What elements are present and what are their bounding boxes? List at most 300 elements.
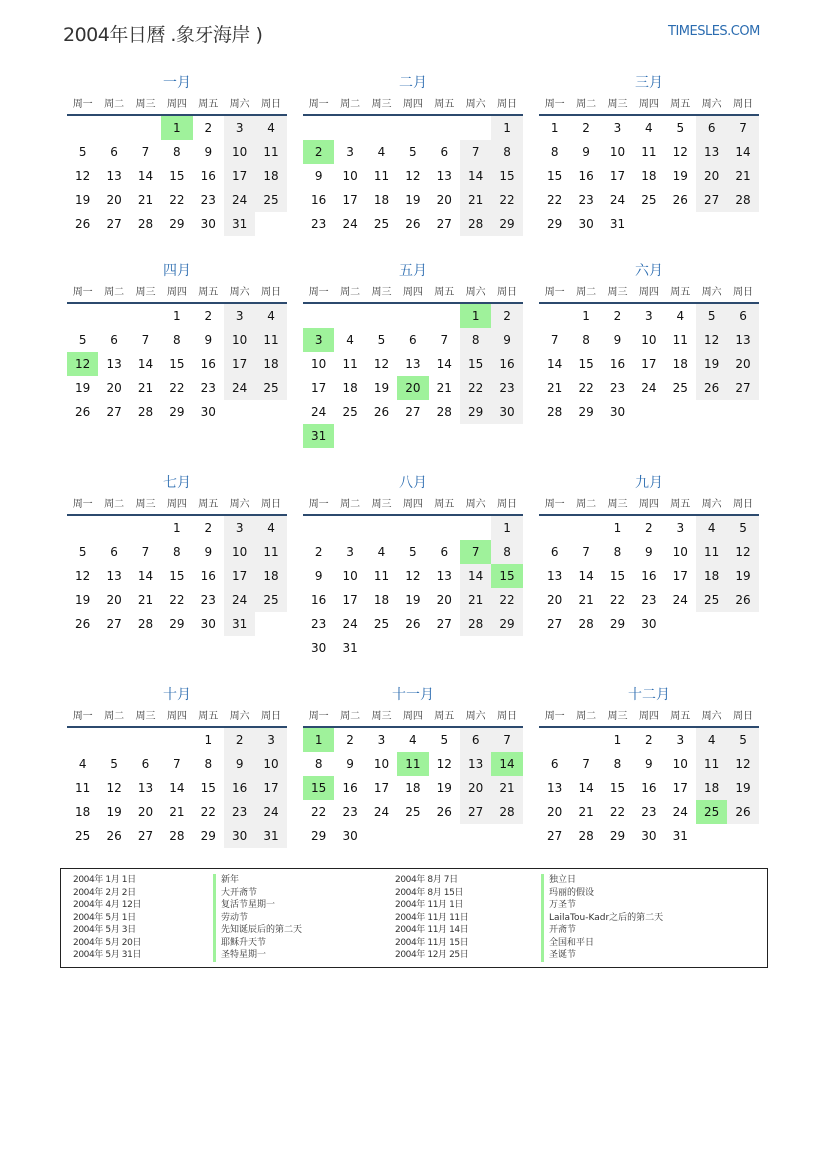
day-cell: 1 <box>613 521 622 535</box>
day-cell: 17 <box>342 593 358 607</box>
legend-holiday-name: 大开斋节 <box>213 887 257 900</box>
day-cell: 24 <box>342 217 358 231</box>
day-cell: 7 <box>141 333 150 347</box>
day-cell: 23 <box>641 593 657 607</box>
day-cell: 25 <box>641 193 657 207</box>
day-cell: 23 <box>200 593 216 607</box>
day-cell: 13 <box>727 328 758 352</box>
day-cell: 21 <box>727 164 758 188</box>
month-title: 一月 <box>163 75 191 91</box>
day-cell: 6 <box>696 116 727 140</box>
weekday-header <box>67 94 287 116</box>
day-cell: 26 <box>436 805 452 819</box>
day-cell: 18 <box>373 593 390 607</box>
legend-date: 2004年 2月 2日 <box>73 887 136 898</box>
day-cell: 12 <box>75 169 91 183</box>
weekday-header <box>539 94 759 116</box>
day-cell: 15 <box>609 569 626 583</box>
day-cell: 19 <box>696 352 727 376</box>
weekday-label: 周一 <box>72 287 93 298</box>
day-cell: 26 <box>106 829 122 843</box>
day-cell: 4 <box>696 516 727 540</box>
legend-holiday-name: 全国和平日 <box>541 937 594 950</box>
weekday-label: 周六 <box>701 499 722 510</box>
day-cell: 15 <box>169 357 185 371</box>
day-cell: 10 <box>641 333 657 347</box>
day-cell: 13 <box>436 569 452 583</box>
day-cell: 31 <box>342 641 358 655</box>
day-cell: 11 <box>373 169 390 183</box>
empty-cell <box>366 516 397 540</box>
day-cell: 25 <box>373 217 390 231</box>
day-cell: 16 <box>641 781 657 795</box>
day-cell: 16 <box>342 781 358 795</box>
weekday-label: 周四 <box>638 499 659 510</box>
weekday-label: 周一 <box>308 99 329 110</box>
day-cell: 9 <box>613 333 622 347</box>
day-cell: 13 <box>106 357 122 371</box>
day-cell: 7 <box>491 728 522 752</box>
day-cell: 21 <box>460 588 491 612</box>
month-title: 九月 <box>635 475 663 491</box>
holiday-day-cell: 25 <box>696 800 727 824</box>
month-title: 十月 <box>163 687 191 703</box>
holiday-legend <box>60 868 768 968</box>
month-calendar <box>67 260 287 424</box>
month-title: 十一月 <box>392 687 434 703</box>
day-cell: 1 <box>582 309 590 323</box>
weekday-header <box>303 94 523 116</box>
day-cell: 14 <box>137 169 154 183</box>
day-cell: 16 <box>641 569 657 583</box>
day-grid <box>303 116 523 236</box>
day-grid <box>303 516 523 660</box>
day-cell: 20 <box>436 593 452 607</box>
legend-date: 2004年 11月 14日 <box>395 925 469 935</box>
day-cell: 21 <box>578 593 594 607</box>
weekday-header <box>539 282 759 304</box>
day-cell: 1 <box>204 733 213 747</box>
day-cell: 15 <box>609 781 626 795</box>
weekday-header <box>303 494 523 516</box>
weekday-label: 周六 <box>465 99 486 110</box>
day-cell: 22 <box>200 805 216 819</box>
empty-cell <box>98 728 129 752</box>
weekday-label: 周五 <box>434 499 455 510</box>
day-cell: 22 <box>460 376 491 400</box>
weekday-label: 周五 <box>198 711 219 722</box>
day-cell: 22 <box>491 188 522 212</box>
day-cell: 18 <box>255 564 286 588</box>
weekday-label: 周二 <box>340 287 361 298</box>
month-title: 八月 <box>399 475 427 491</box>
day-cell: 9 <box>645 545 653 559</box>
day-cell: 27 <box>137 829 154 843</box>
day-cell: 2 <box>645 521 653 535</box>
day-cell: 5 <box>727 728 758 752</box>
day-cell: 1 <box>550 121 559 135</box>
empty-cell <box>334 116 365 140</box>
day-cell: 19 <box>106 805 122 819</box>
day-cell: 27 <box>106 617 122 631</box>
day-cell: 24 <box>255 800 286 824</box>
day-cell: 6 <box>727 304 758 328</box>
legend-holiday-name: 圣特星期一 <box>213 949 266 962</box>
weekday-label: 周六 <box>229 99 250 110</box>
day-cell: 24 <box>224 376 255 400</box>
weekday-header <box>67 282 287 304</box>
month-calendar <box>539 72 759 236</box>
day-cell: 30 <box>578 217 594 231</box>
weekday-label: 周六 <box>229 711 250 722</box>
day-cell: 18 <box>405 781 421 795</box>
day-cell: 2 <box>613 309 622 323</box>
day-cell: 26 <box>405 617 421 631</box>
month-calendar <box>67 472 287 636</box>
weekday-label: 周四 <box>638 99 659 110</box>
day-cell: 19 <box>436 781 452 795</box>
day-cell: 12 <box>75 569 91 583</box>
holiday-day-cell: 12 <box>67 352 98 376</box>
month-calendar <box>67 684 287 848</box>
day-cell: 3 <box>346 145 354 159</box>
weekday-label: 周三 <box>607 711 628 722</box>
weekday-label: 周二 <box>340 711 361 722</box>
day-cell: 24 <box>224 588 255 612</box>
day-cell: 29 <box>169 217 185 231</box>
day-cell: 6 <box>550 545 559 559</box>
day-cell: 5 <box>78 145 87 159</box>
day-grid <box>67 304 287 424</box>
empty-cell <box>130 116 161 140</box>
day-cell: 24 <box>609 193 626 207</box>
day-cell: 16 <box>200 357 216 371</box>
day-cell: 2 <box>224 728 255 752</box>
day-cell: 5 <box>696 304 727 328</box>
holiday-day-cell: 3 <box>303 328 334 352</box>
day-cell: 17 <box>224 564 255 588</box>
day-cell: 17 <box>641 357 657 371</box>
day-cell: 27 <box>547 617 563 631</box>
legend-date: 2004年 1月 1日 <box>73 875 136 885</box>
day-cell: 20 <box>547 805 563 819</box>
legend-holiday-name: 先知诞辰后的第二天 <box>213 924 302 937</box>
day-cell: 17 <box>342 193 358 207</box>
day-cell: 1 <box>491 116 522 140</box>
day-cell: 14 <box>727 140 758 164</box>
day-cell: 21 <box>578 805 594 819</box>
day-cell: 26 <box>727 800 758 824</box>
day-cell: 8 <box>491 140 522 164</box>
legend-holiday-name: 劳动节 <box>213 912 248 925</box>
empty-cell <box>429 516 460 540</box>
day-cell: 17 <box>224 352 255 376</box>
day-cell: 27 <box>436 617 452 631</box>
weekday-label: 周三 <box>135 499 156 510</box>
weekday-label: 周五 <box>670 99 691 110</box>
day-cell: 17 <box>672 569 688 583</box>
weekday-label: 周三 <box>371 499 392 510</box>
month-calendar <box>303 684 523 848</box>
day-cell: 5 <box>440 733 449 747</box>
empty-cell <box>539 516 570 540</box>
day-cell: 29 <box>609 829 626 843</box>
day-cell: 26 <box>696 376 727 400</box>
weekday-label: 周五 <box>434 711 455 722</box>
day-cell: 19 <box>75 193 91 207</box>
day-cell: 28 <box>727 188 758 212</box>
weekday-label: 周六 <box>229 287 250 298</box>
weekday-header <box>67 706 287 728</box>
day-cell: 4 <box>696 728 727 752</box>
weekday-label: 周一 <box>72 711 93 722</box>
day-cell: 28 <box>578 617 594 631</box>
day-cell: 20 <box>137 805 154 819</box>
day-cell: 4 <box>377 545 386 559</box>
day-cell: 17 <box>373 781 390 795</box>
day-cell: 10 <box>311 357 327 371</box>
weekday-label: 周四 <box>166 711 187 722</box>
legend-holiday-name: 复活节星期一 <box>213 899 275 912</box>
day-grid <box>303 728 523 848</box>
day-cell: 6 <box>409 333 417 347</box>
day-cell: 14 <box>169 781 185 795</box>
weekday-label: 周四 <box>638 287 659 298</box>
weekday-label: 周三 <box>607 287 628 298</box>
day-grid <box>67 728 287 848</box>
day-cell: 23 <box>491 376 522 400</box>
day-cell: 25 <box>342 405 358 419</box>
weekday-label: 周四 <box>166 99 187 110</box>
day-cell: 30 <box>641 829 657 843</box>
day-cell: 10 <box>224 140 255 164</box>
day-cell: 18 <box>672 357 688 371</box>
day-cell: 12 <box>373 357 390 371</box>
month-title: 六月 <box>635 263 663 279</box>
weekday-label: 周四 <box>166 287 187 298</box>
day-cell: 5 <box>727 516 758 540</box>
day-cell: 23 <box>641 805 657 819</box>
weekday-label: 周六 <box>465 287 486 298</box>
day-cell: 26 <box>405 217 421 231</box>
legend-date: 2004年 12月 25日 <box>395 950 469 960</box>
month-title: 三月 <box>635 75 663 91</box>
day-cell: 30 <box>311 641 327 655</box>
weekday-label: 周五 <box>198 99 219 110</box>
day-cell: 22 <box>169 193 185 207</box>
day-cell: 26 <box>373 405 390 419</box>
day-cell: 4 <box>676 309 685 323</box>
day-cell: 20 <box>106 593 122 607</box>
day-cell: 26 <box>75 617 91 631</box>
day-cell: 22 <box>547 193 563 207</box>
holiday-day-cell: 31 <box>303 424 334 448</box>
legend-date: 2004年 11月 11日 <box>395 912 469 923</box>
day-cell: 8 <box>314 757 323 771</box>
day-cell: 13 <box>405 357 421 371</box>
day-cell: 12 <box>405 569 421 583</box>
weekday-label: 周六 <box>229 499 250 510</box>
holiday-day-cell: 11 <box>397 752 428 776</box>
day-cell: 16 <box>311 193 327 207</box>
day-cell: 10 <box>224 328 255 352</box>
day-cell: 10 <box>255 752 286 776</box>
weekday-label: 周五 <box>198 287 219 298</box>
day-cell: 6 <box>460 728 491 752</box>
empty-cell <box>570 728 601 752</box>
day-grid <box>539 728 759 848</box>
day-cell: 14 <box>436 357 452 371</box>
weekday-label: 周二 <box>104 499 125 510</box>
weekday-label: 周五 <box>198 499 219 510</box>
day-cell: 7 <box>460 140 491 164</box>
day-cell: 2 <box>204 309 213 323</box>
day-cell: 10 <box>224 540 255 564</box>
weekday-label: 周四 <box>402 287 423 298</box>
day-cell: 10 <box>672 545 688 559</box>
day-cell: 24 <box>672 805 688 819</box>
day-cell: 8 <box>173 333 181 347</box>
holiday-day-cell: 14 <box>491 752 522 776</box>
weekday-label: 周六 <box>701 99 722 110</box>
holiday-day-cell: 15 <box>303 776 334 800</box>
day-cell: 22 <box>169 381 185 395</box>
day-cell: 8 <box>173 145 181 159</box>
day-cell: 11 <box>696 752 727 776</box>
weekday-label: 周三 <box>135 287 156 298</box>
day-cell: 24 <box>373 805 390 819</box>
day-cell: 2 <box>314 545 323 559</box>
day-cell: 28 <box>137 617 154 631</box>
weekday-label: 周一 <box>544 287 565 298</box>
day-cell: 6 <box>550 757 559 771</box>
month-calendar <box>539 684 759 848</box>
empty-cell <box>397 116 428 140</box>
day-cell: 26 <box>75 217 91 231</box>
day-cell: 20 <box>727 352 758 376</box>
day-cell: 1 <box>173 309 181 323</box>
empty-cell <box>98 116 129 140</box>
day-cell: 9 <box>204 545 213 559</box>
weekday-label: 周一 <box>72 499 93 510</box>
day-cell: 11 <box>255 328 286 352</box>
day-cell: 25 <box>255 188 286 212</box>
day-cell: 24 <box>672 593 688 607</box>
day-cell: 10 <box>342 569 358 583</box>
day-cell: 30 <box>200 617 216 631</box>
day-cell: 3 <box>377 733 386 747</box>
month-title: 二月 <box>399 75 427 91</box>
empty-cell <box>460 116 491 140</box>
day-cell: 12 <box>727 540 758 564</box>
day-cell: 15 <box>547 169 563 183</box>
day-cell: 17 <box>255 776 286 800</box>
day-cell: 27 <box>696 188 727 212</box>
weekday-label: 周二 <box>104 99 125 110</box>
day-cell: 22 <box>578 381 594 395</box>
day-cell: 22 <box>311 805 327 819</box>
day-cell: 30 <box>342 829 358 843</box>
day-cell: 8 <box>613 545 622 559</box>
day-cell: 28 <box>137 217 154 231</box>
day-cell: 30 <box>641 617 657 631</box>
day-cell: 26 <box>672 193 688 207</box>
day-cell: 16 <box>311 593 327 607</box>
day-cell: 15 <box>169 169 185 183</box>
weekday-label: 周一 <box>544 99 565 110</box>
day-cell: 19 <box>727 564 758 588</box>
empty-cell <box>397 516 428 540</box>
empty-cell <box>67 728 98 752</box>
day-cell: 8 <box>582 333 590 347</box>
day-cell: 15 <box>169 569 185 583</box>
day-cell: 20 <box>106 193 122 207</box>
weekday-header <box>539 494 759 516</box>
day-cell: 16 <box>224 776 255 800</box>
day-cell: 4 <box>255 304 286 328</box>
weekday-label: 周日 <box>261 499 282 510</box>
day-cell: 11 <box>342 357 358 371</box>
day-cell: 14 <box>578 781 594 795</box>
day-cell: 2 <box>346 733 354 747</box>
weekday-label: 周一 <box>544 499 565 510</box>
legend-date: 2004年 4月 12日 <box>73 900 142 910</box>
day-cell: 21 <box>491 776 522 800</box>
legend-holiday-name: 开斋节 <box>541 924 576 937</box>
month-calendar <box>303 472 523 660</box>
day-cell: 13 <box>547 781 563 795</box>
day-cell: 24 <box>342 617 358 631</box>
day-cell: 25 <box>373 617 390 631</box>
weekday-label: 周六 <box>701 287 722 298</box>
day-cell: 24 <box>224 188 255 212</box>
day-cell: 10 <box>672 757 688 771</box>
day-cell: 17 <box>311 381 327 395</box>
month-calendar <box>539 472 759 636</box>
legend-date: 2004年 11月 15日 <box>395 937 469 948</box>
empty-cell <box>366 304 397 328</box>
day-cell: 27 <box>106 217 122 231</box>
day-cell: 18 <box>255 352 286 376</box>
site-link[interactable]: TIMESLES.COM <box>668 24 760 39</box>
day-cell: 25 <box>696 588 727 612</box>
day-cell: 29 <box>460 400 491 424</box>
day-cell: 7 <box>173 757 181 771</box>
weekday-label: 周一 <box>72 99 93 110</box>
empty-cell <box>429 116 460 140</box>
day-cell: 13 <box>696 140 727 164</box>
empty-cell <box>570 516 601 540</box>
day-cell: 21 <box>169 805 185 819</box>
day-cell: 23 <box>578 193 594 207</box>
day-cell: 19 <box>405 593 421 607</box>
day-cell: 23 <box>342 805 358 819</box>
empty-cell <box>303 516 334 540</box>
day-cell: 4 <box>78 757 87 771</box>
day-cell: 13 <box>436 169 452 183</box>
day-cell: 11 <box>641 145 657 159</box>
weekday-label: 周二 <box>340 99 361 110</box>
day-cell: 18 <box>696 564 727 588</box>
day-cell: 9 <box>645 757 653 771</box>
day-cell: 15 <box>578 357 594 371</box>
weekday-label: 周三 <box>607 99 628 110</box>
month-title: 四月 <box>163 263 191 279</box>
day-cell: 16 <box>200 569 216 583</box>
day-cell: 29 <box>547 217 563 231</box>
empty-cell <box>67 304 98 328</box>
legend-holiday-name: 独立日 <box>541 874 576 887</box>
